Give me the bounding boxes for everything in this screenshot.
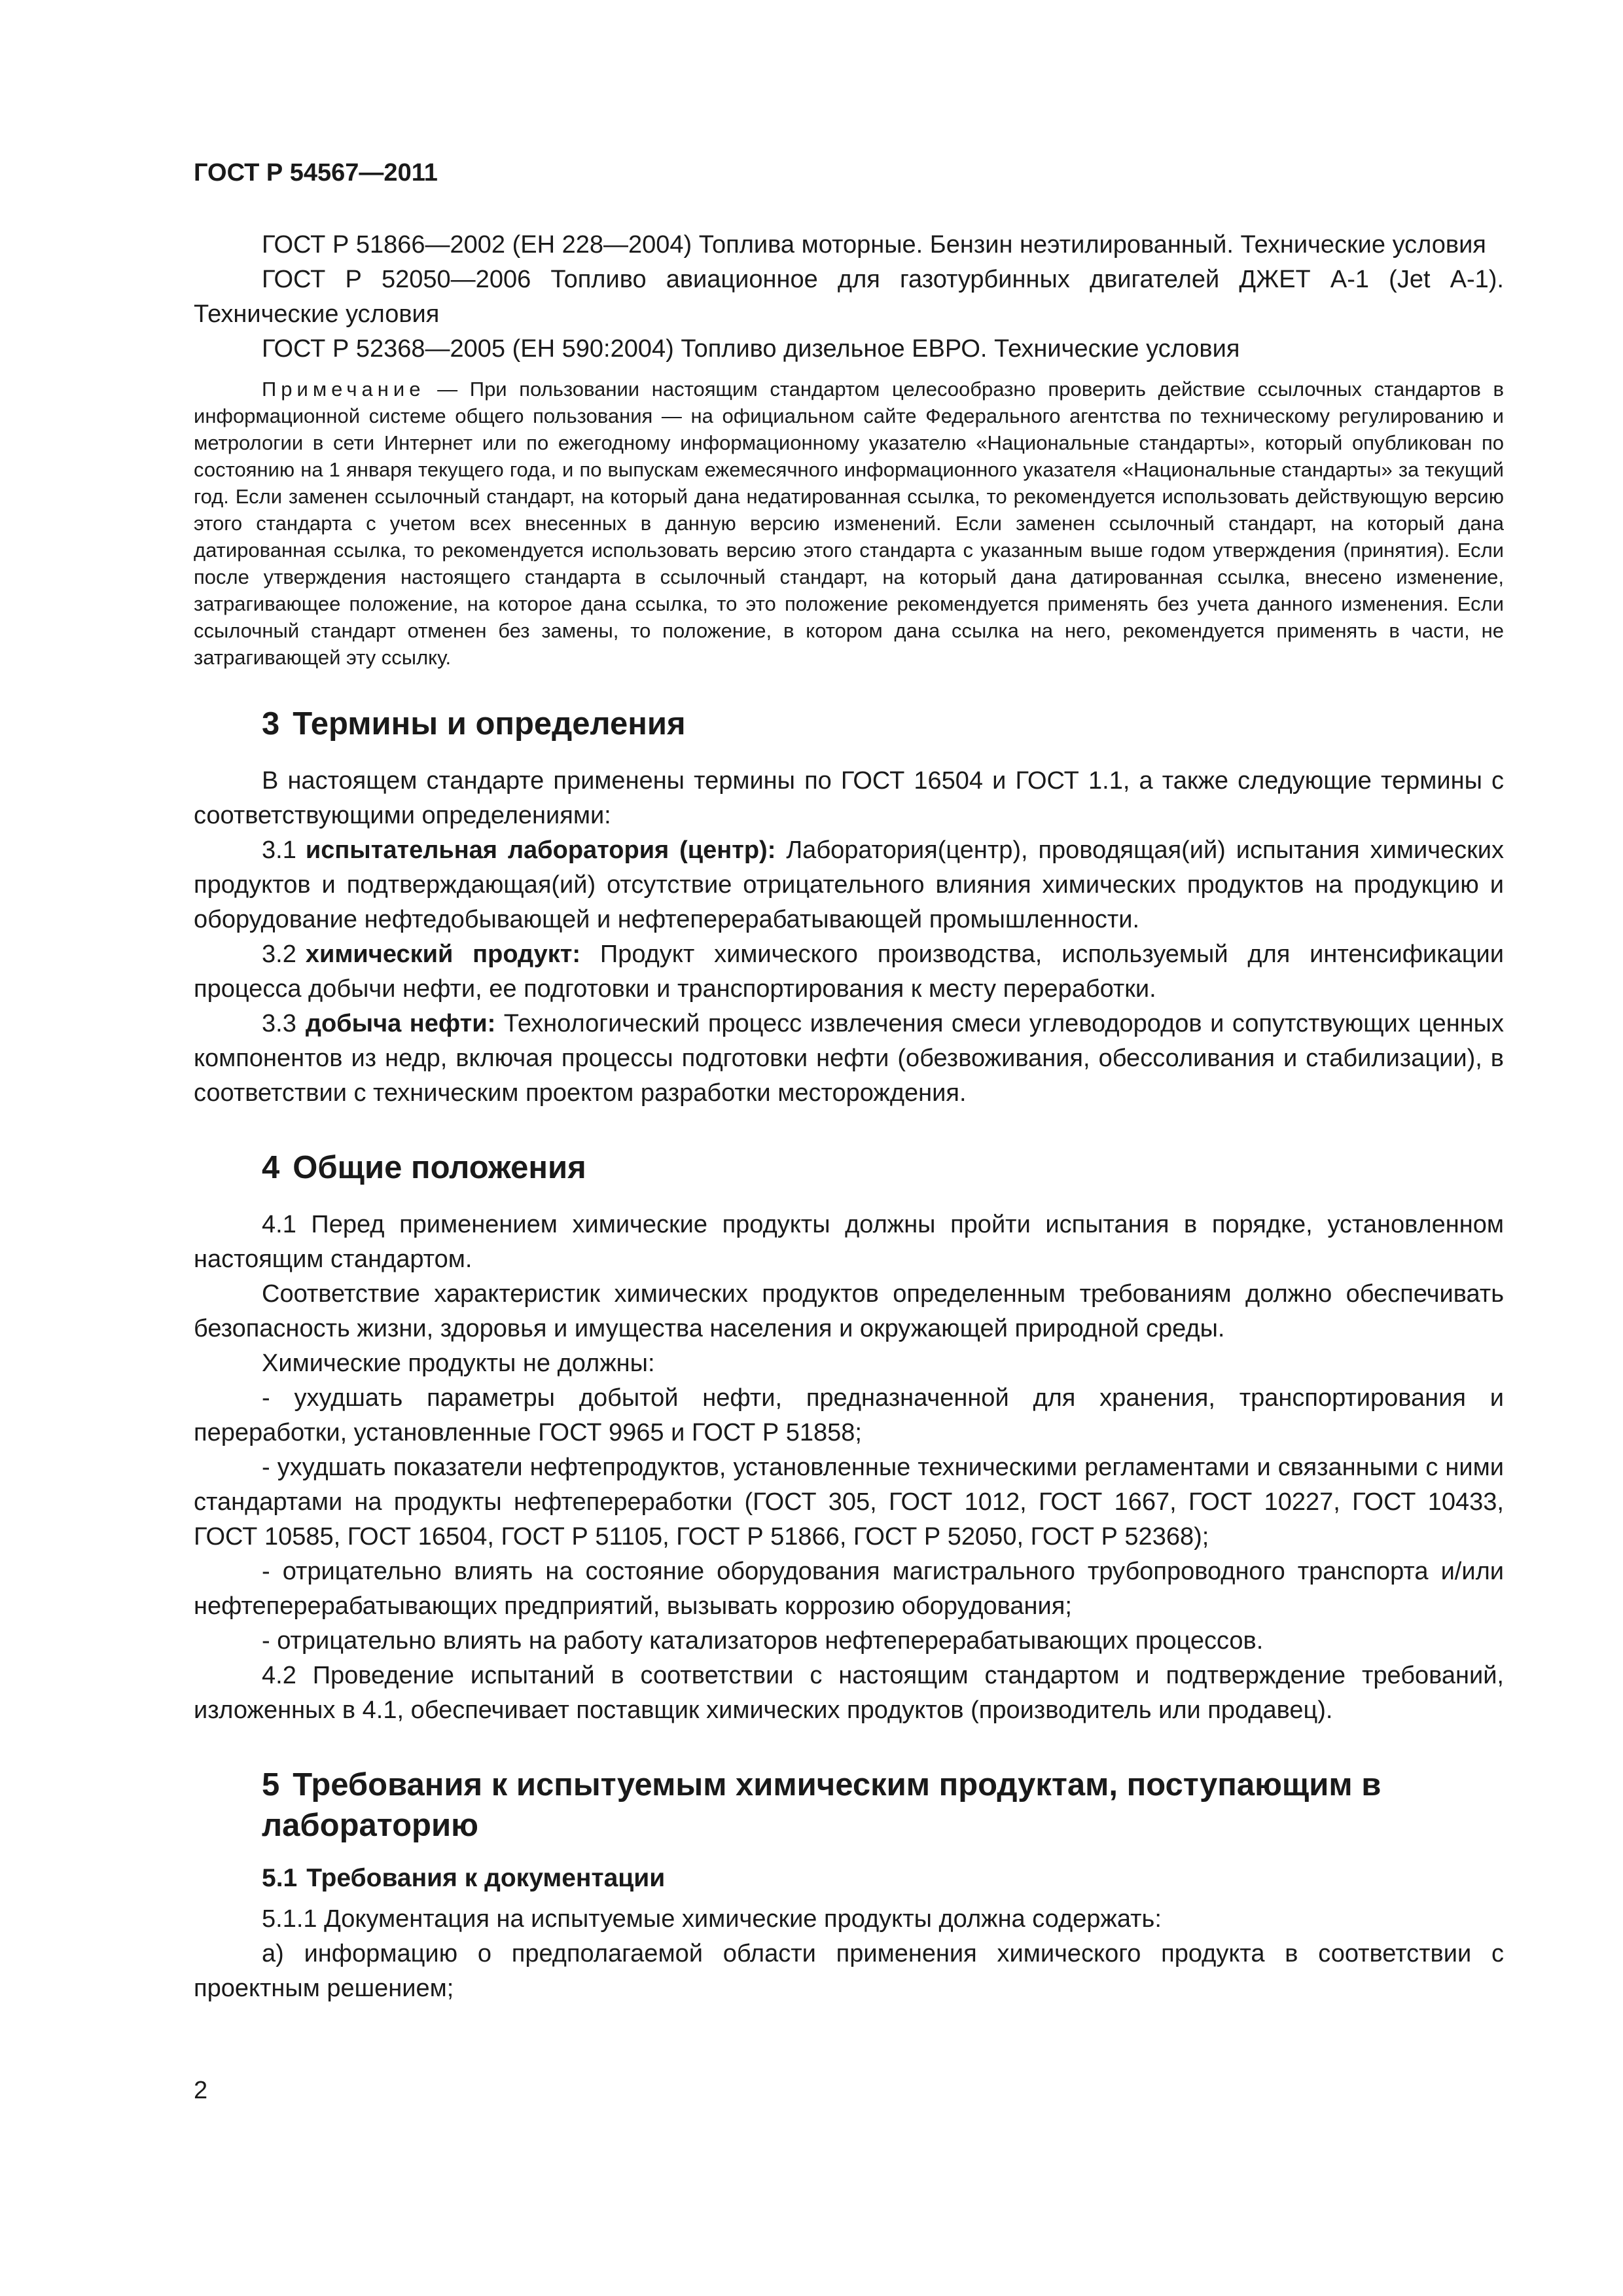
references-note xyxy=(194,376,1504,671)
section-number: 3 xyxy=(262,706,280,742)
term-number: 3.2 xyxy=(262,941,296,968)
subsection-5-1-heading xyxy=(194,1861,1504,1895)
section-title: Требования к испытуемым химическим продуктам, поступающим в лабораторию xyxy=(262,1767,1382,1843)
subsection-number: 5.1 xyxy=(262,1864,298,1892)
section-5-heading xyxy=(194,1765,1504,1846)
section-3-intro: В настоящем стандарте применены термины по ГОСТ 16504 и ГОСТ 1.1, а также следующие термины с соответствующими определениями: xyxy=(194,767,1504,829)
list-item-oil-parameters: - ухудшать параметры добытой нефти, предназначенной для хранения, транспортирования и переработки, установленные ГОСТ 9965 и ГОСТ Р 51858; xyxy=(194,1384,1504,1446)
list-item-catalysts: - отрицательно влиять на работу катализаторов нефтеперерабатывающих процессов. xyxy=(262,1627,1264,1655)
term-number: 3.1 xyxy=(262,836,296,864)
term-definition-3-3 xyxy=(194,1007,1504,1111)
page-number: 2 xyxy=(194,2077,208,2104)
list-item-equipment: - отрицательно влиять на состояние оборудования магистрального трубопроводного транспорта и/или нефтеперерабатывающих предприятий, вызывать коррозию оборудования; xyxy=(194,1558,1504,1620)
paragraph-4-2: 4.2 Проведение испытаний в соответствии с настоящим стандартом и подтверждение требований, изложенных в 4.1, обеспечивает поставщик химических продуктов (производитель или продавец). xyxy=(194,1662,1504,1724)
paragraph-must-not: Химические продукты не должны: xyxy=(262,1350,655,1377)
note-label: Примечание xyxy=(262,378,425,401)
reference-item: ГОСТ Р 51866—2002 (ЕН 228—2004) Топлива моторные. Бензин неэтилированный. Технические условия xyxy=(262,231,1486,259)
reference-item: ГОСТ Р 52050—2006 Топливо авиационное для газотурбинных двигателей ДЖЕТ А-1 (Jet А-1). Технические условия xyxy=(194,266,1504,328)
paragraph-compliance: Соответствие характеристик химических продуктов определенным требованиям должно обеспечивать безопасность жизни, здоровья и имущества населения и окружающей природной среды. xyxy=(194,1280,1504,1342)
term-name: химический продукт: xyxy=(305,941,581,968)
section-title: Термины и определения xyxy=(293,706,686,742)
term-name: испытательная лаборатория (центр): xyxy=(305,836,776,864)
term-definition: Технологический процесс извлечения смеси углеводородов и сопутствующих ценных компонентов из недр, включая процессы подготовки нефти (обезвоживания, обессоливания и стабилизации), в соответствии с техническим проектом разработки месторождения. xyxy=(194,1010,1504,1107)
subsection-title: Требования к документации xyxy=(306,1864,666,1892)
term-definition-3-1 xyxy=(194,833,1504,937)
section-4-heading xyxy=(194,1147,1504,1188)
section-number: 4 xyxy=(262,1150,280,1185)
section-3-heading xyxy=(194,704,1504,744)
term-number: 3.3 xyxy=(262,1010,296,1037)
list-item-a: а) информацию о предполагаемой области применения химического продукта в соответствии с проектным решением; xyxy=(194,1940,1504,2002)
paragraph-4-1: 4.1 Перед применением химические продукты должны пройти испытания в порядке, установленном настоящим стандартом. xyxy=(194,1211,1504,1273)
list-item-petroleum-products: - ухудшать показатели нефтепродуктов, установленные техническими регламентами и связанными с ними стандартами на продукты нефтепереработки (ГОСТ 305, ГОСТ 1012, ГОСТ 1667, ГОСТ 10227, ГОСТ 10433, ГОСТ 10585, ГОСТ 16504, ГОСТ Р 51105, ГОСТ Р 51866, ГОСТ Р 52050, ГОСТ Р 52368); xyxy=(194,1454,1504,1551)
term-name: добыча нефти: xyxy=(305,1010,496,1037)
reference-item: ГОСТ Р 52368—2005 (ЕН 590:2004) Топливо дизельное ЕВРО. Технические условия xyxy=(262,335,1240,363)
term-definition: Лаборатория(центр), проводящая(ий) испытания химических продуктов и подтверждающая(ий) отсутствие отрицательного влияния химических продуктов на продукцию и оборудование нефтедобывающей и нефтеперерабатывающей промышленности. xyxy=(194,836,1504,933)
paragraph-5-1-1: 5.1.1 Документация на испытуемые химические продукты должна содержать: xyxy=(262,1905,1162,1933)
document-header-number: ГОСТ Р 54567—2011 xyxy=(194,159,438,187)
section-number: 5 xyxy=(262,1767,280,1803)
term-definition-3-2 xyxy=(194,937,1504,1007)
normative-references-list xyxy=(194,228,1504,367)
term-definition: Продукт химического производства, используемый для интенсификации процесса добычи нефти, ее подготовки и транспортирования к месту переработки. xyxy=(194,941,1505,1003)
note-text: — При пользовании настоящим стандартом целесообразно проверить действие ссылочных стандартов в информационной системе общего пользования — на официальном сайте Федерального агентства по техническому регулированию и метрологии в сети Интернет или по ежегодному информационному указателю «Национальные стандарты», который опубликован по состоянию на 1 января текущего года, и по выпускам ежемесячного информационного указателя «Национальные стандарты» за текущий год. Если заменен ссылочный стандарт, на который дана недатированная ссылка, то рекомендуется использовать действующую версию этого стандарта с учетом всех внесенных в данную версию изменений. Если заменен ссылочный стандарт, на который дана датированная ссылка, то рекомендуется использовать версию этого стандарта с указанным выше годом утверждения (принятия). Если после утверждения настоящего стандарта в ссылочный стандарт, на который дана датированная ссылка, внесено изменение, затрагивающее положение, на которое дана ссылка, то это положение рекомендуется применять без учета данного изменения. Если ссылочный стандарт отменен без замены, то положение, в котором дана ссылка на него, рекомендуется применять в части, не затрагивающей эту ссылку. xyxy=(194,378,1504,669)
section-title: Общие положения xyxy=(293,1150,586,1185)
document-page xyxy=(194,157,1504,2006)
